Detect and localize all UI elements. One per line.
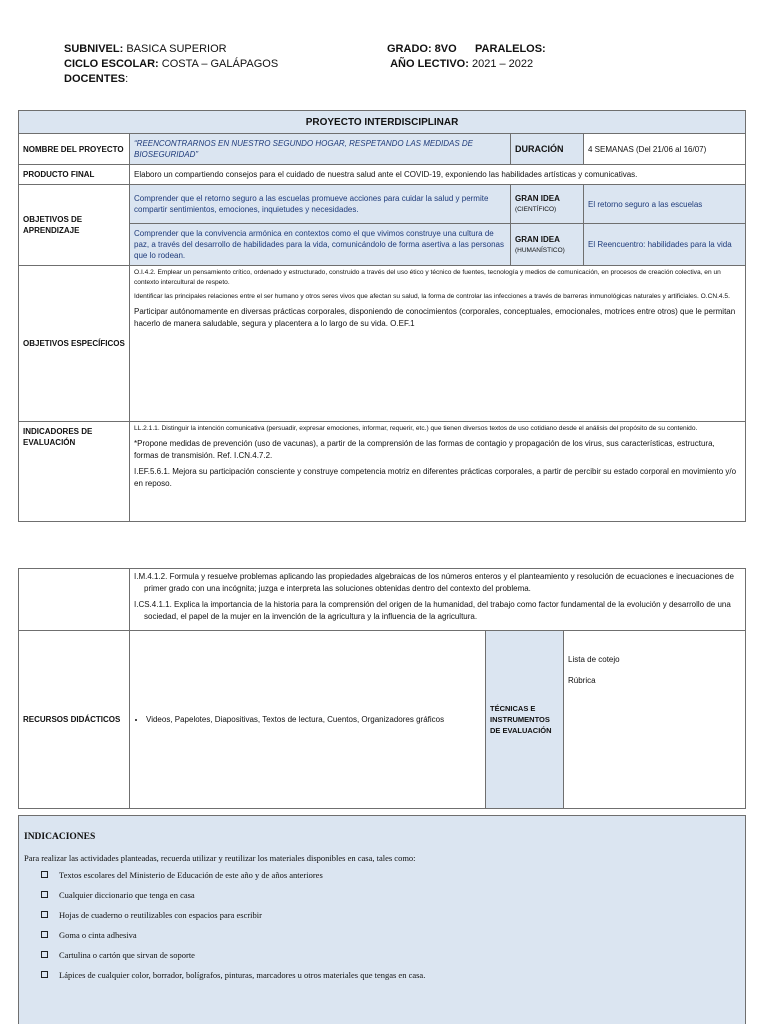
proyecto-table	[18, 110, 746, 522]
anio-line: AÑO LECTIVO: 2021 – 2022	[390, 58, 534, 70]
especificos-label: OBJETIVOS ESPECÍFICOS	[19, 266, 130, 422]
tecnica-2: Rúbrica	[568, 676, 596, 685]
header-left	[64, 42, 278, 87]
producto-value: Elaboro un compartiendo consejos para el cuidado de nuestra salud ante el COVID-19, exponiendo las habilidades artísticas y comunicativas.	[130, 165, 746, 185]
tecnicas-value	[564, 631, 746, 809]
especifico-2: Identificar las principales relaciones entre el ser humano y otros seres vivos que afectan su salud, la forma de controlar las infecciones a través de barreras inmunológicas naturales y artificiales. O.CN.4.5.	[134, 293, 730, 300]
producto-label: PRODUCTO FINAL	[19, 165, 130, 185]
checkbox-icon	[41, 911, 48, 918]
especificos-content	[130, 266, 746, 422]
indicadores-cont-label	[19, 569, 130, 631]
indicador-3: I.EF.5.6.1. Mejora su participación consciente y construye competencia motriz en diferentes prácticas corporales, a partir de percibir su estado corporal en movimiento y/o en reposo.	[134, 467, 737, 488]
tecnica-1: Lista de cotejo	[568, 655, 620, 664]
recursos-list	[134, 714, 481, 726]
subnivel-line: SUBNIVEL: BASICA SUPERIOR	[64, 43, 227, 55]
indicaciones-intro: Para realizar las actividades planteadas, recuerda utilizar y reutilizar los materiales disponibles en casa, tales como:	[24, 853, 416, 863]
materiales-list	[19, 868, 425, 988]
material-item: Lápices de cualquier color, borrador, bolígrafos, pinturas, marcadores u otros materiales que tengas en casa.	[19, 968, 425, 988]
gran-idea-1-label: GRAN IDEA (CIENTÍFICO)	[511, 185, 584, 224]
duracion-label: DURACIÓN	[511, 134, 584, 165]
especifico-3: Participar autónomamente en diversas prácticas corporales, disponiendo de conocimientos (corporales, conceptuales, emocionales, motrices entre otros) que le permitan hacerlo de manera saludable, segura y placentera a lo largo de su vida. O.EF.1	[134, 307, 736, 328]
material-item: Cartulina o cartón que sirvan de soporte	[19, 948, 425, 968]
checkbox-icon	[41, 891, 48, 898]
tecnicas-label: TÉCNICAS E INSTRUMENTOS DE EVALUACIÓN	[486, 631, 564, 809]
grado-line: GRADO: 8VO PARALELOS:	[387, 43, 546, 55]
indicaciones-title: INDICACIONES	[24, 832, 96, 842]
indicadores-label: INDICADORES DE EVALUACIÓN	[19, 422, 130, 522]
checkbox-icon	[41, 951, 48, 958]
recursos-label: RECURSOS DIDÁCTICOS	[19, 631, 130, 809]
gran-idea-2-label: GRAN IDEA (HUMANÍSTICO)	[511, 224, 584, 266]
indicador-2: *Propone medidas de prevención (uso de vacunas), a partir de la comprensión de las formas de contagio y propagación de los virus, sus características, estructura, formas de transmisión. Ref. I.CN.4.7.2.	[134, 439, 715, 460]
objetivo-2: Comprender que la convivencia armónica en contextos como el que vivimos construye una cultura de paz, a través del desarrollo de habilidades para la vida, comunicándolo de forma asertiva a las personas que lo rodean.	[130, 224, 511, 266]
material-item: Goma o cinta adhesiva	[19, 928, 425, 948]
header-right	[387, 42, 546, 72]
nombre-value: “REENCONTRARNOS EN NUESTRO SEGUNDO HOGAR, RESPETANDO LAS MEDIDAS DE BIOSEGURIDAD”	[130, 134, 511, 165]
proyecto-title: PROYECTO INTERDISCIPLINAR	[19, 111, 746, 134]
indicador-4: I.M.4.1.2. Formula y resuelve problemas aplicando las propiedades algebraicas de los números enteros y el planteamiento y resolución de ecuaciones e inecuaciones de primer grado con una incógnita; juzga e interpreta las soluciones obtenidas dentro del contexto del problema.	[134, 572, 734, 593]
next-section-strip	[18, 1011, 746, 1024]
objetivos-label: OBJETIVOS DE APRENDIZAJE	[19, 185, 130, 266]
gran-idea-1-value: El retorno seguro a las escuelas	[584, 185, 746, 224]
especifico-1: O.I.4.2. Emplear un pensamiento crítico, ordenado y estructurado, construido a través del uso ético y técnico de fuentes, tecnología y medios de comunicación, en procesos de creación colectiva, en un contexto intercultural de respeto.	[134, 269, 721, 286]
indicadores-cont	[130, 569, 746, 631]
indicador-1: LL.2.1.1. Distinguir la intención comunicativa (persuadir, expresar emociones, informar, requerir, etc.) que tienen diversos textos de uso cotidiano desde el análisis del propósito de su contenido.	[134, 425, 698, 432]
gran-idea-2-value: El Reencuentro: habilidades para la vida	[584, 224, 746, 266]
indicadores-content	[130, 422, 746, 522]
ciclo-line: CICLO ESCOLAR: COSTA – GALÁPAGOS	[64, 58, 279, 70]
material-item: Textos escolares del Ministerio de Educación de este año y de años anteriores	[19, 868, 425, 888]
duracion-value: 4 SEMANAS (Del 21/06 al 16/07)	[584, 134, 746, 165]
material-item: Cualquier diccionario que tenga en casa	[19, 888, 425, 908]
recursos-cell	[130, 631, 486, 809]
nombre-label: NOMBRE DEL PROYECTO	[19, 134, 130, 165]
material-item: Hojas de cuaderno o reutilizables con espacios para escribir	[19, 908, 425, 928]
indicador-5: I.CS.4.1.1. Explica la importancia de la historia para la comprensión del origen de la humanidad, del trabajo como factor fundamental de la evolución y desarrollo de una sociedad, el papel de la mujer en la invención de la agricultura y la influencia de la agricultura.	[134, 600, 731, 621]
recursos-table	[18, 568, 746, 809]
indicaciones-box	[18, 815, 746, 1012]
checkbox-icon	[41, 971, 48, 978]
checkbox-icon	[41, 871, 48, 878]
docentes-line: DOCENTES:	[64, 73, 129, 85]
objetivo-1: Comprender que el retorno seguro a las escuelas promueve acciones para cuidar la salud y permite compartir sentimientos, emociones, inquietudes y necesidades.	[130, 185, 511, 224]
recursos-value: • Videos, Papelotes, Diapositivas, Textos de lectura, Cuentos, Organizadores gráficos	[146, 714, 481, 726]
checkbox-icon	[41, 931, 48, 938]
